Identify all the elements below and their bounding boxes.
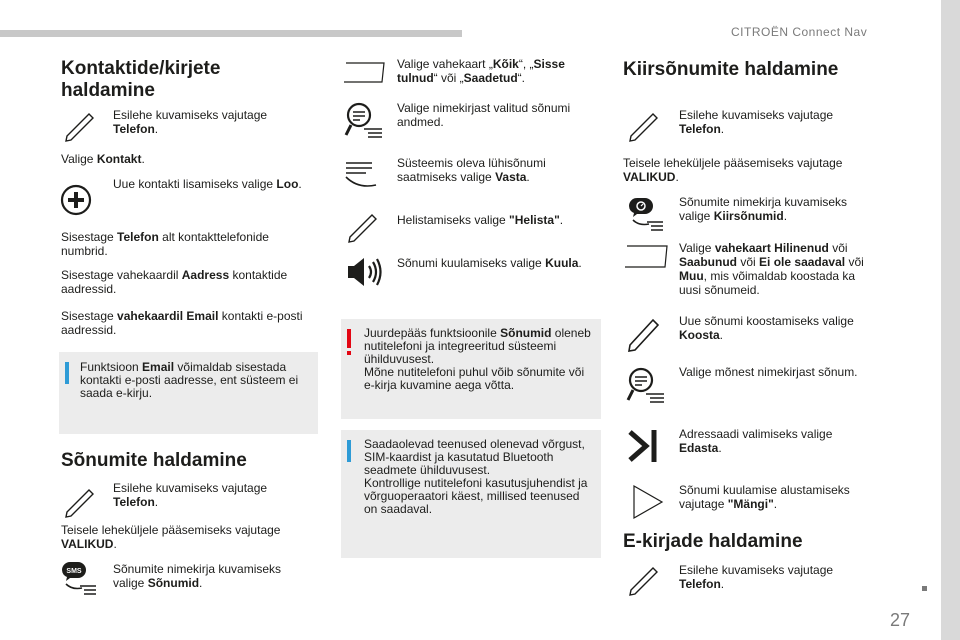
contacts-step-create: Uue kontakti lisamiseks valige Loo.	[113, 177, 302, 191]
quick-step-select: Valige mõnest nimekirjast sõnum.	[679, 365, 858, 379]
add-circle-icon	[56, 180, 96, 220]
messages-step-options: Teisele leheküljele pääsemiseks vajutage VALIKUD.	[61, 523, 281, 551]
warning-note-messages	[341, 319, 601, 419]
pencil-icon	[623, 104, 663, 144]
info-note-email	[59, 352, 318, 434]
header-rule	[0, 30, 462, 37]
messages-step-details: Valige nimekirjast valitud sõnumi andmed.	[397, 101, 571, 129]
forward-icon	[626, 426, 666, 466]
page-side-tab	[941, 0, 960, 640]
page-number: 27	[890, 610, 911, 630]
pencil-icon	[59, 480, 99, 520]
messages-step-listen: Sõnumi kuulamiseks valige Kuula.	[397, 256, 582, 270]
quick-step-list: Sõnumite nimekirja kuvamiseks valige Kiirsõnumid.	[679, 195, 848, 223]
quick-step-play: Sõnumi kuulamise alustamiseks vajutage "Mängi".	[679, 483, 850, 511]
warning-note-messages-text: Juurdepääs funktsioonile Sõnumid oleneb nutitelefoni ja integreeritud süsteemi ühilduvusest. Mõne nutitelefoni puhul võib sõnumite või e-kirja kuvamine aega võtta.	[364, 326, 591, 392]
pencil-compose-icon	[623, 312, 663, 352]
messages-step-home: Esilehe kuvamiseks vajutage Telefon.	[113, 481, 268, 509]
contacts-step-home: Esilehe kuvamiseks vajutage Telefon.	[113, 108, 268, 136]
quick-step-compose: Uue sõnumi koostamiseks valige Koosta.	[679, 314, 854, 342]
contacts-step-address: Sisestage vahekaardil Aadress kontaktide aadressid.	[61, 268, 288, 296]
quick-step-forward: Adressaadi valimiseks valige Edasta.	[679, 427, 833, 455]
page-marker-dot	[922, 586, 927, 591]
info-note-services	[341, 430, 601, 558]
section-title-email: E-kirjade haldamine	[623, 531, 803, 552]
speaker-icon	[344, 252, 384, 292]
messages-step-list: Sõnumite nimekirja kuvamiseks valige Sõnumid.	[113, 562, 282, 590]
quick-step-home: Esilehe kuvamiseks vajutage Telefon.	[679, 108, 834, 136]
warning-icon	[347, 329, 351, 348]
section-title-quick-messages: Kiirsõnumite haldamine	[623, 59, 839, 80]
info-icon	[347, 440, 351, 462]
messages-step-call: Helistamiseks valige "Helista".	[397, 213, 564, 227]
section-title-messages: Sõnumite haldamine	[61, 450, 247, 471]
warning-icon-dot	[347, 351, 351, 355]
info-icon	[65, 362, 69, 384]
section-title-contacts: Kontaktide/kirjete haldamine	[61, 58, 221, 101]
pencil-icon	[59, 104, 99, 144]
quick-step-options: Teisele leheküljele pääsemiseks vajutage VALIKUD.	[623, 156, 843, 184]
brand-label: CITROËN Connect Nav	[731, 25, 868, 39]
search-list-icon	[344, 101, 384, 141]
svg-text:SMS: SMS	[66, 568, 82, 575]
contacts-step-select: Valige Kontakt.	[61, 152, 145, 166]
tab-button-icon	[342, 61, 386, 83]
info-note-services-text: Saadaolevad teenused olenevad võrgust, SIM-kaardist ja kasutatud Bluetooth seadmete ühilduvusest. Kontrollige nutitelefoni kasutusjuhendist ja võrguoperaatori käest, millised teenused on saadaval.	[364, 437, 588, 516]
quick-message-icon	[625, 196, 665, 236]
search-list-icon	[626, 366, 666, 406]
tab-button-icon	[623, 244, 669, 268]
info-note-email-text: Funktsioon Email võimaldab sisestada kontakti e-posti aadresse, ent süsteem ei saada e-kirju.	[80, 360, 299, 400]
contacts-step-phone: Sisestage Telefon alt kontakttelefonide numbrid.	[61, 230, 269, 258]
reply-message-icon	[342, 155, 382, 195]
sms-list-icon	[58, 560, 98, 600]
pencil-icon	[342, 205, 382, 245]
pencil-icon	[623, 558, 663, 598]
messages-step-tab: Valige vahekaart „Kõik“, „Sisse tulnud“ või „Saadetud“.	[397, 57, 565, 85]
messages-step-reply: Süsteemis oleva lühisõnumi saatmiseks valige Vasta.	[397, 156, 546, 184]
email-step-home: Esilehe kuvamiseks vajutage Telefon.	[679, 563, 834, 591]
contacts-step-email: Sisestage vahekaardil Email kontakti e-posti aadressid.	[61, 309, 303, 337]
quick-step-tab: Valige vahekaart Hilinenud või Saabunud või Ei ole saadaval või Muu, mis võimaldab koostada ka uusi sõnumeid.	[679, 241, 864, 297]
play-icon	[628, 482, 668, 522]
